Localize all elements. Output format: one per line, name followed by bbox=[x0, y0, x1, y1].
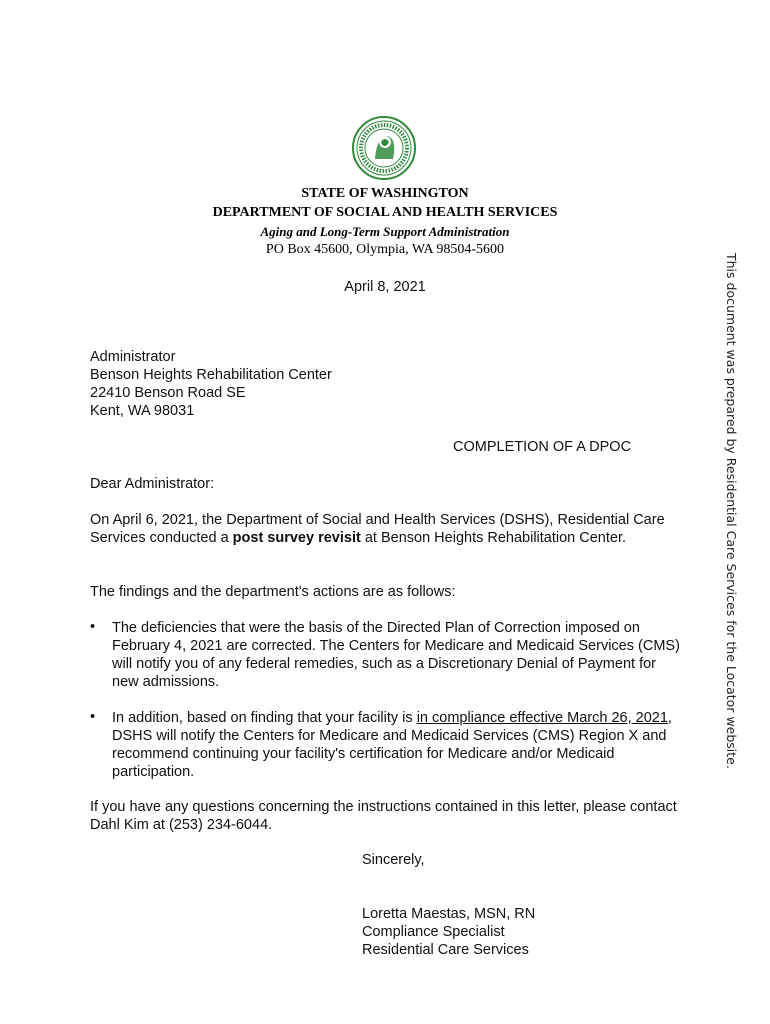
letter-date: April 8, 2021 bbox=[344, 279, 426, 295]
bullet-text: , DSHS will notify the Centers for Medicare and Medicaid Services (CMS) Region X and recommend continuing your facility's certification for Medicare and/or Medicaid participation. bbox=[112, 710, 672, 780]
signature-block bbox=[362, 905, 535, 959]
washington-state-seal-icon bbox=[351, 115, 417, 181]
paragraph-survey bbox=[90, 511, 680, 547]
recipient-line: Administrator bbox=[90, 349, 176, 365]
letterhead-department: DEPARTMENT OF SOCIAL AND HEALTH SERVICES bbox=[212, 205, 558, 220]
letterhead-address: PO Box 45600, Olympia, WA 98504-5600 bbox=[265, 242, 505, 257]
bullet-text: In addition, based on finding that your facility is bbox=[112, 710, 417, 726]
signature-division: Residential Care Services bbox=[362, 942, 529, 958]
signature-title: Compliance Specialist bbox=[362, 924, 505, 940]
paragraph-bold-text: post survey revisit bbox=[232, 530, 361, 546]
letter-subject: COMPLETION OF A DPOC bbox=[453, 439, 632, 455]
bullet-marker: • bbox=[90, 619, 96, 635]
recipient-line: 22410 Benson Road SE bbox=[90, 385, 246, 401]
letterhead-state: STATE OF WASHINGTON bbox=[301, 186, 469, 201]
salutation: Dear Administrator: bbox=[90, 476, 215, 492]
recipient-address bbox=[90, 348, 332, 420]
recipient-line: Kent, WA 98031 bbox=[90, 403, 195, 419]
closing: Sincerely, bbox=[362, 852, 425, 868]
letterhead-administration: Aging and Long-Term Support Administration bbox=[260, 224, 510, 239]
paragraph-findings-intro: The findings and the department's actions are as follows: bbox=[90, 584, 456, 600]
signature-name: Loretta Maestas, MSN, RN bbox=[362, 906, 536, 922]
side-note: This document was prepared by Residential Care Services for the Locator website. bbox=[724, 253, 739, 769]
paragraph-text: at Benson Heights Rehabilitation Center. bbox=[360, 530, 627, 546]
bullet-item-deficiencies: The deficiencies that were the basis of the Directed Plan of Correction imposed on February 4, 2021 are corrected. The Centers for Medicare and Medicaid Services (CMS) will notify you of any federal remedies, such as a Discretionary Denial of Payment for new admissions. bbox=[112, 620, 680, 690]
paragraph-contact: If you have any questions concerning the instructions contained in this letter, please contact Dahl Kim at (253) 234-6044. bbox=[90, 799, 677, 833]
bullet-marker: • bbox=[90, 709, 96, 725]
recipient-line: Benson Heights Rehabilitation Center bbox=[90, 367, 332, 383]
bullet-item-compliance bbox=[112, 709, 682, 781]
bullet-underlined-text: in compliance effective March 26, 2021 bbox=[416, 710, 668, 726]
paragraph-text: On April 6, 2021, the Department of Social and Health Services (DSHS), Residential Care Services conducted a bbox=[90, 512, 665, 546]
